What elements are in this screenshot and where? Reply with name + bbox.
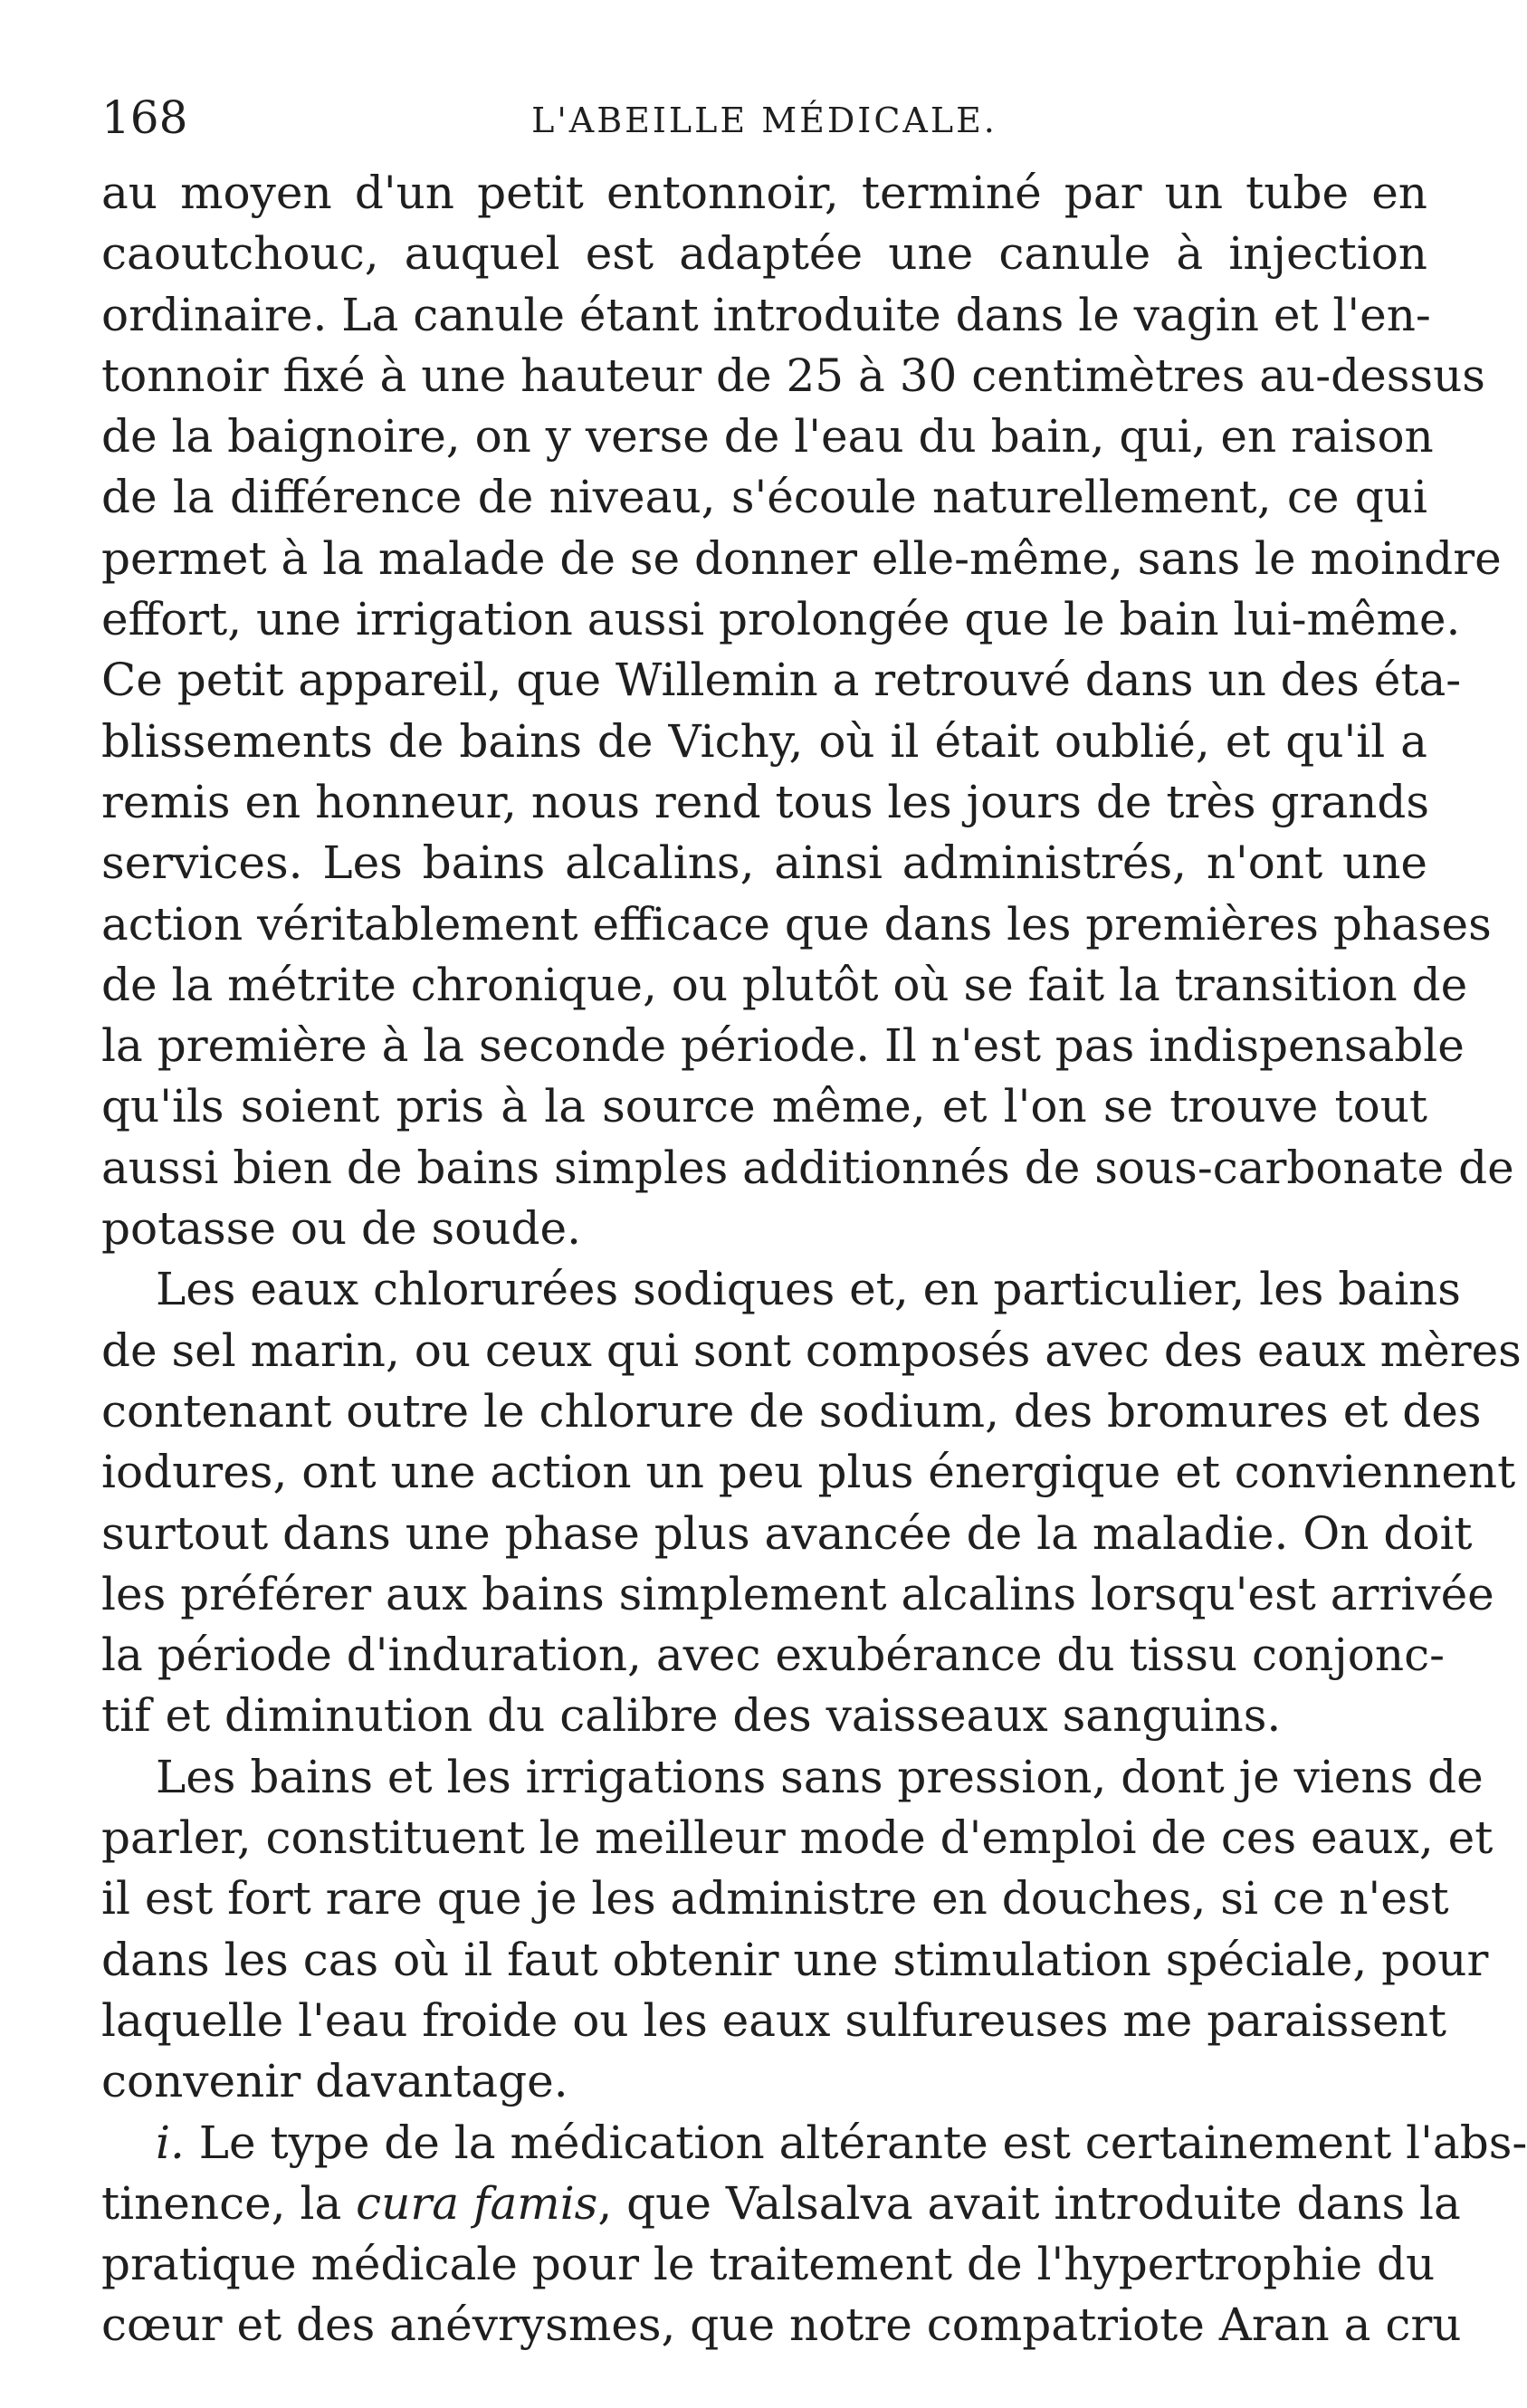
text-line: de la différence de niveau, s'écoule naturellement, ce qui [101,471,1427,524]
text-line: laquelle l'eau froide ou les eaux sulfureuses me paraissent [101,1993,1446,2047]
text-line: contenant outre le chlorure de sodium, des bromures et des [101,1384,1482,1438]
text-line: remis en honneur, nous rend tous les jours de très grands [101,775,1430,828]
text-line: parler, constituent le meilleur mode d'emploi de ces eaux, et [101,1811,1494,1865]
text-line: convenir davantage. [101,2055,568,2108]
text-segment: tinence, la [101,2176,357,2230]
text-line: la période d'induration, avec exubérance du tissu conjonc- [101,1629,1445,1682]
text-line [101,2113,1527,2174]
text-line: de sel marin, ou ceux qui sont composés avec des eaux mères [101,1323,1522,1377]
text-line: la première à la seconde période. Il n'est pas indispensable [101,1019,1465,1073]
text-line: action véritablement efficace que dans les premières phases [101,897,1492,951]
page-header [101,91,1427,163]
text-line: potasse ou de soude. [101,1202,581,1256]
page-number: 168 [101,91,188,144]
text-line: blissements de bains de Vichy, où il était oublié, et qu'il a [101,714,1427,768]
text-line: pratique médicale pour le traitement de l'hypertrophie du [101,2238,1436,2291]
paragraph-final [101,2113,1527,2356]
running-title: L'ABEILLE MÉDICALE. [531,100,997,140]
section-marker: i. [156,2116,185,2169]
text-line: tonnoir fixé à une hauteur de 25 à 30 centimètres au-dessus [101,349,1485,402]
text-line: cœur et des anévrysmes, que notre compatriote Aran a cru [101,2298,1462,2352]
text-line: Ce petit appareil, que Willemin a retrouvé dans un des éta- [101,654,1462,707]
paragraph [101,1259,1522,1746]
text-line: il est fort rare que je les administre en douches, si ce n'est [101,1872,1449,1925]
text-line: tif et diminution du calibre des vaisseaux sanguins. [101,1689,1282,1743]
text-line: dans les cas où il faut obtenir une stimulation spéciale, pour [101,1933,1489,1986]
text-line: permet à la malade de se donner elle-même, sans le moindre [101,531,1502,585]
paragraph-container [101,163,1522,2113]
text-line: de la baignoire, on y verse de l'eau du bain, qui, en raison [101,410,1434,463]
text-line: les préférer aux bains simplement alcalins lorsqu'est arrivée [101,1567,1494,1620]
text-line: au moyen d'un petit entonnoir, terminé par un tube en [101,167,1427,219]
text-line: surtout dans une phase plus avancée de la maladie. On doit [101,1506,1473,1560]
text-line: Les eaux chlorurées sodiques et, en particulier, les bains [156,1263,1461,1316]
text-line: services. Les bains alcalins, ainsi administrés, n'ont une [101,836,1427,890]
text-line: caoutchouc, auquel est adaptée une canule à injection [101,227,1427,281]
body-text [101,163,1527,2356]
paragraph [101,163,1514,1259]
paragraph [101,1747,1494,2113]
text-line: iodures, ont une action un peu plus énergique et conviennent [101,1446,1516,1499]
text-segment: Le type de la médication altérante est certainement l'abs- [184,2116,1527,2169]
text-line: qu'ils soient pris à la source même, et l'on se trouve tout [101,1080,1427,1133]
text-line: aussi bien de bains simples additionnés de sous-carbonate de [101,1141,1514,1194]
text-line: effort, une irrigation aussi prolongée que le bain lui-même. [101,593,1461,646]
text-line: de la métrite chronique, ou plutôt où se fait la transition de [101,958,1468,1011]
latin-term: cura famis [356,2176,598,2230]
text-line: Les bains et les irrigations sans pression, dont je viens de [156,1750,1484,1803]
text-line [101,2174,1461,2234]
text-line: ordinaire. La canule étant introduite dans le vagin et l'en- [101,288,1431,341]
text-segment: , que Valsalva avait introduite dans la [597,2176,1461,2230]
